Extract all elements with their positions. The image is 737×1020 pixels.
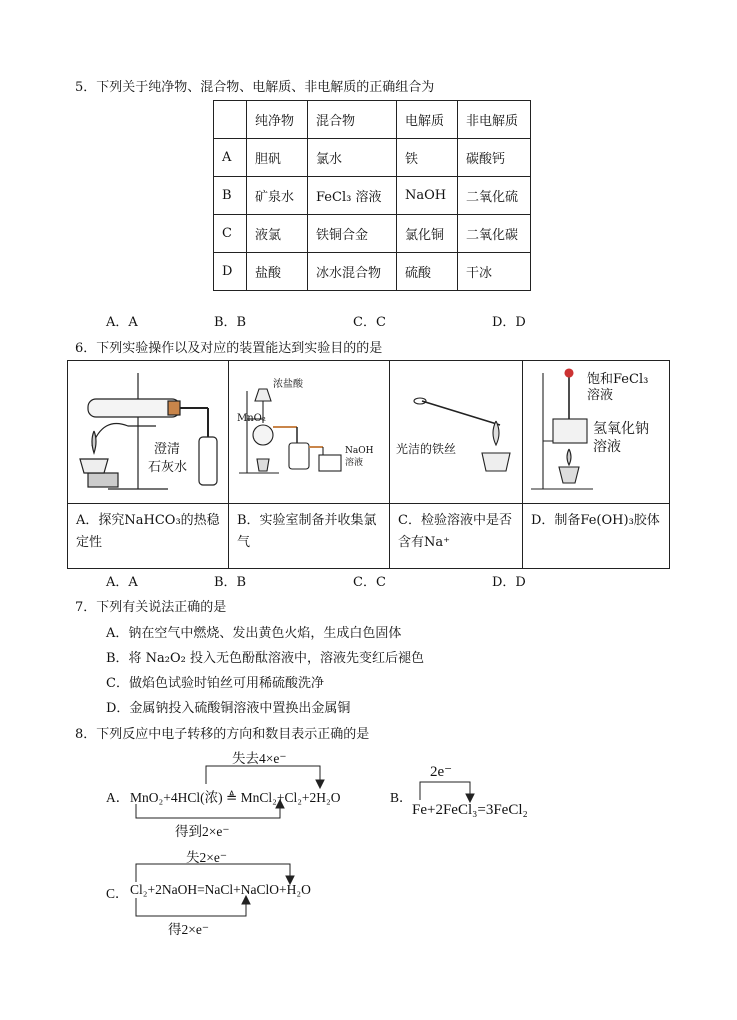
table-cell: 液氯 bbox=[247, 215, 308, 253]
naoh-label-2: 溶液 bbox=[345, 458, 364, 468]
caption-cell bbox=[68, 504, 229, 569]
q6-stem: 6．下列实验操作以及对应的装置能达到实验目的的是 bbox=[75, 341, 383, 356]
table-cell: 干冰 bbox=[458, 253, 531, 291]
caption-cell bbox=[229, 504, 390, 569]
apparatus-c-figure bbox=[390, 361, 522, 499]
table-cell: B bbox=[214, 177, 247, 215]
q5-option-b[interactable]: B．B bbox=[214, 315, 247, 330]
limewater-label-1: 澄清 bbox=[154, 442, 181, 457]
figure-cell-a bbox=[68, 361, 229, 504]
caption-b: B．实验室制备并收集氯气 bbox=[237, 513, 377, 550]
table-cell: 碳酸钙 bbox=[458, 139, 531, 177]
table-cell: 胆矾 bbox=[247, 139, 308, 177]
q6-option-b[interactable]: B．B bbox=[214, 575, 247, 590]
naoh-solution-label-2: 溶液 bbox=[593, 439, 621, 455]
figure-cell-d bbox=[523, 361, 670, 504]
q6-table bbox=[67, 360, 670, 569]
table-cell: 盐酸 bbox=[247, 253, 308, 291]
fecl3-label-2: 溶液 bbox=[587, 388, 614, 403]
caption-d: D．制备Fe(OH)₃胶体 bbox=[531, 513, 660, 528]
limewater-label-2: 石灰水 bbox=[148, 460, 188, 475]
q7-option-c[interactable]: C．做焰色试验时铂丝可用稀硫酸洗净 bbox=[106, 676, 324, 691]
table-row bbox=[214, 215, 531, 253]
table-cell: 二氧化硫 bbox=[458, 177, 531, 215]
q7-option-d[interactable]: D．金属钠投入硫酸铜溶液中置换出金属铜 bbox=[106, 701, 351, 716]
table-cell: 硫酸 bbox=[397, 253, 458, 291]
q5-option-c[interactable]: C．C bbox=[353, 315, 386, 330]
table-header-cell: 电解质 bbox=[397, 101, 458, 139]
apparatus-d-figure bbox=[523, 361, 669, 499]
caption-a: A．探究NaHCO₃的热稳定性 bbox=[76, 513, 220, 550]
q8a-top-label: 失去4×e⁻ bbox=[232, 751, 287, 766]
table-cell: 铁 bbox=[397, 139, 458, 177]
table-row bbox=[214, 139, 531, 177]
q6-option-d[interactable]: D．D bbox=[492, 575, 526, 590]
table-cell: D bbox=[214, 253, 247, 291]
caption-cell bbox=[390, 504, 523, 569]
table-cell: FeCl₃ 溶液 bbox=[308, 177, 397, 215]
q7-option-b[interactable]: B．将 Na₂O₂ 投入无色酚酞溶液中，溶液先变红后褪色 bbox=[106, 651, 425, 666]
table-cell: 氯水 bbox=[308, 139, 397, 177]
q5-table bbox=[213, 100, 531, 291]
q5-option-a[interactable]: A．A bbox=[106, 315, 138, 330]
caption-c: C．检验溶液中是否含有Na⁺ bbox=[398, 513, 512, 550]
fecl3-label-1: 饱和FeCl₃ bbox=[587, 372, 649, 387]
q8a-bottom-label: 得到2×e⁻ bbox=[175, 824, 230, 839]
table-cell: C bbox=[214, 215, 247, 253]
q8b-electron-arrow bbox=[412, 778, 492, 804]
table-cell: 二氧化碳 bbox=[458, 215, 531, 253]
q8c-equation: Cl₂+2NaOH=NaCl+NaClO+H₂O bbox=[130, 882, 311, 897]
q8a-equation: MnO₂+4HCl(浓) ≜ MnCl₂+Cl₂+2H₂O bbox=[130, 790, 341, 805]
figure-row bbox=[68, 361, 670, 504]
q8c-bottom-label: 得2×e⁻ bbox=[168, 922, 209, 937]
table-row bbox=[214, 177, 531, 215]
q5-stem: 5．下列关于纯净物、混合物、电解质、非电解质的正确组合为 bbox=[75, 80, 435, 95]
figure-cell-c bbox=[390, 361, 523, 504]
hcl-label: 浓盐酸 bbox=[273, 379, 303, 390]
mno2-label: MnO₂ bbox=[237, 413, 266, 424]
q6-option-a[interactable]: A．A bbox=[106, 575, 138, 590]
table-header-cell bbox=[214, 101, 247, 139]
q7-option-a[interactable]: A．钠在空气中燃烧、发出黄色火焰，生成白色固体 bbox=[106, 626, 402, 641]
table-cell: 氯化铜 bbox=[397, 215, 458, 253]
q8b-label[interactable]: B． bbox=[390, 790, 413, 805]
apparatus-b-figure bbox=[229, 361, 389, 499]
naoh-label-1: NaOH bbox=[345, 446, 374, 456]
iron-wire-label: 光洁的铁丝 bbox=[396, 442, 457, 456]
q6-option-c[interactable]: C．C bbox=[353, 575, 386, 590]
apparatus-a-figure bbox=[68, 361, 228, 499]
q8b-equation: Fe+2FeCl₃=3FeCl₂ bbox=[412, 802, 528, 818]
table-cell: 铁铜合金 bbox=[308, 215, 397, 253]
table-cell: 矿泉水 bbox=[247, 177, 308, 215]
q8c-label[interactable]: C． bbox=[106, 886, 129, 901]
q8a-label[interactable]: A． bbox=[106, 790, 130, 805]
q5-option-d[interactable]: D．D bbox=[492, 315, 526, 330]
table-cell: A bbox=[214, 139, 247, 177]
table-cell: 冰水混合物 bbox=[308, 253, 397, 291]
figure-cell-b bbox=[229, 361, 390, 504]
table-row bbox=[214, 253, 531, 291]
q8b-top-label: 2e⁻ bbox=[430, 764, 453, 780]
table-header-cell: 混合物 bbox=[308, 101, 397, 139]
table-cell: NaOH bbox=[397, 177, 458, 215]
q8-stem: 8．下列反应中电子转移的方向和数目表示正确的是 bbox=[75, 727, 370, 742]
table-header-cell: 纯净物 bbox=[247, 101, 308, 139]
q8c-top-label: 失2×e⁻ bbox=[186, 850, 227, 865]
caption-row bbox=[68, 504, 670, 569]
caption-cell bbox=[523, 504, 670, 569]
naoh-solution-label-1: 氢氧化钠 bbox=[593, 421, 649, 437]
table-header-cell: 非电解质 bbox=[458, 101, 531, 139]
table-header-row bbox=[214, 101, 531, 139]
q7-stem: 7．下列有关说法正确的是 bbox=[75, 600, 227, 615]
